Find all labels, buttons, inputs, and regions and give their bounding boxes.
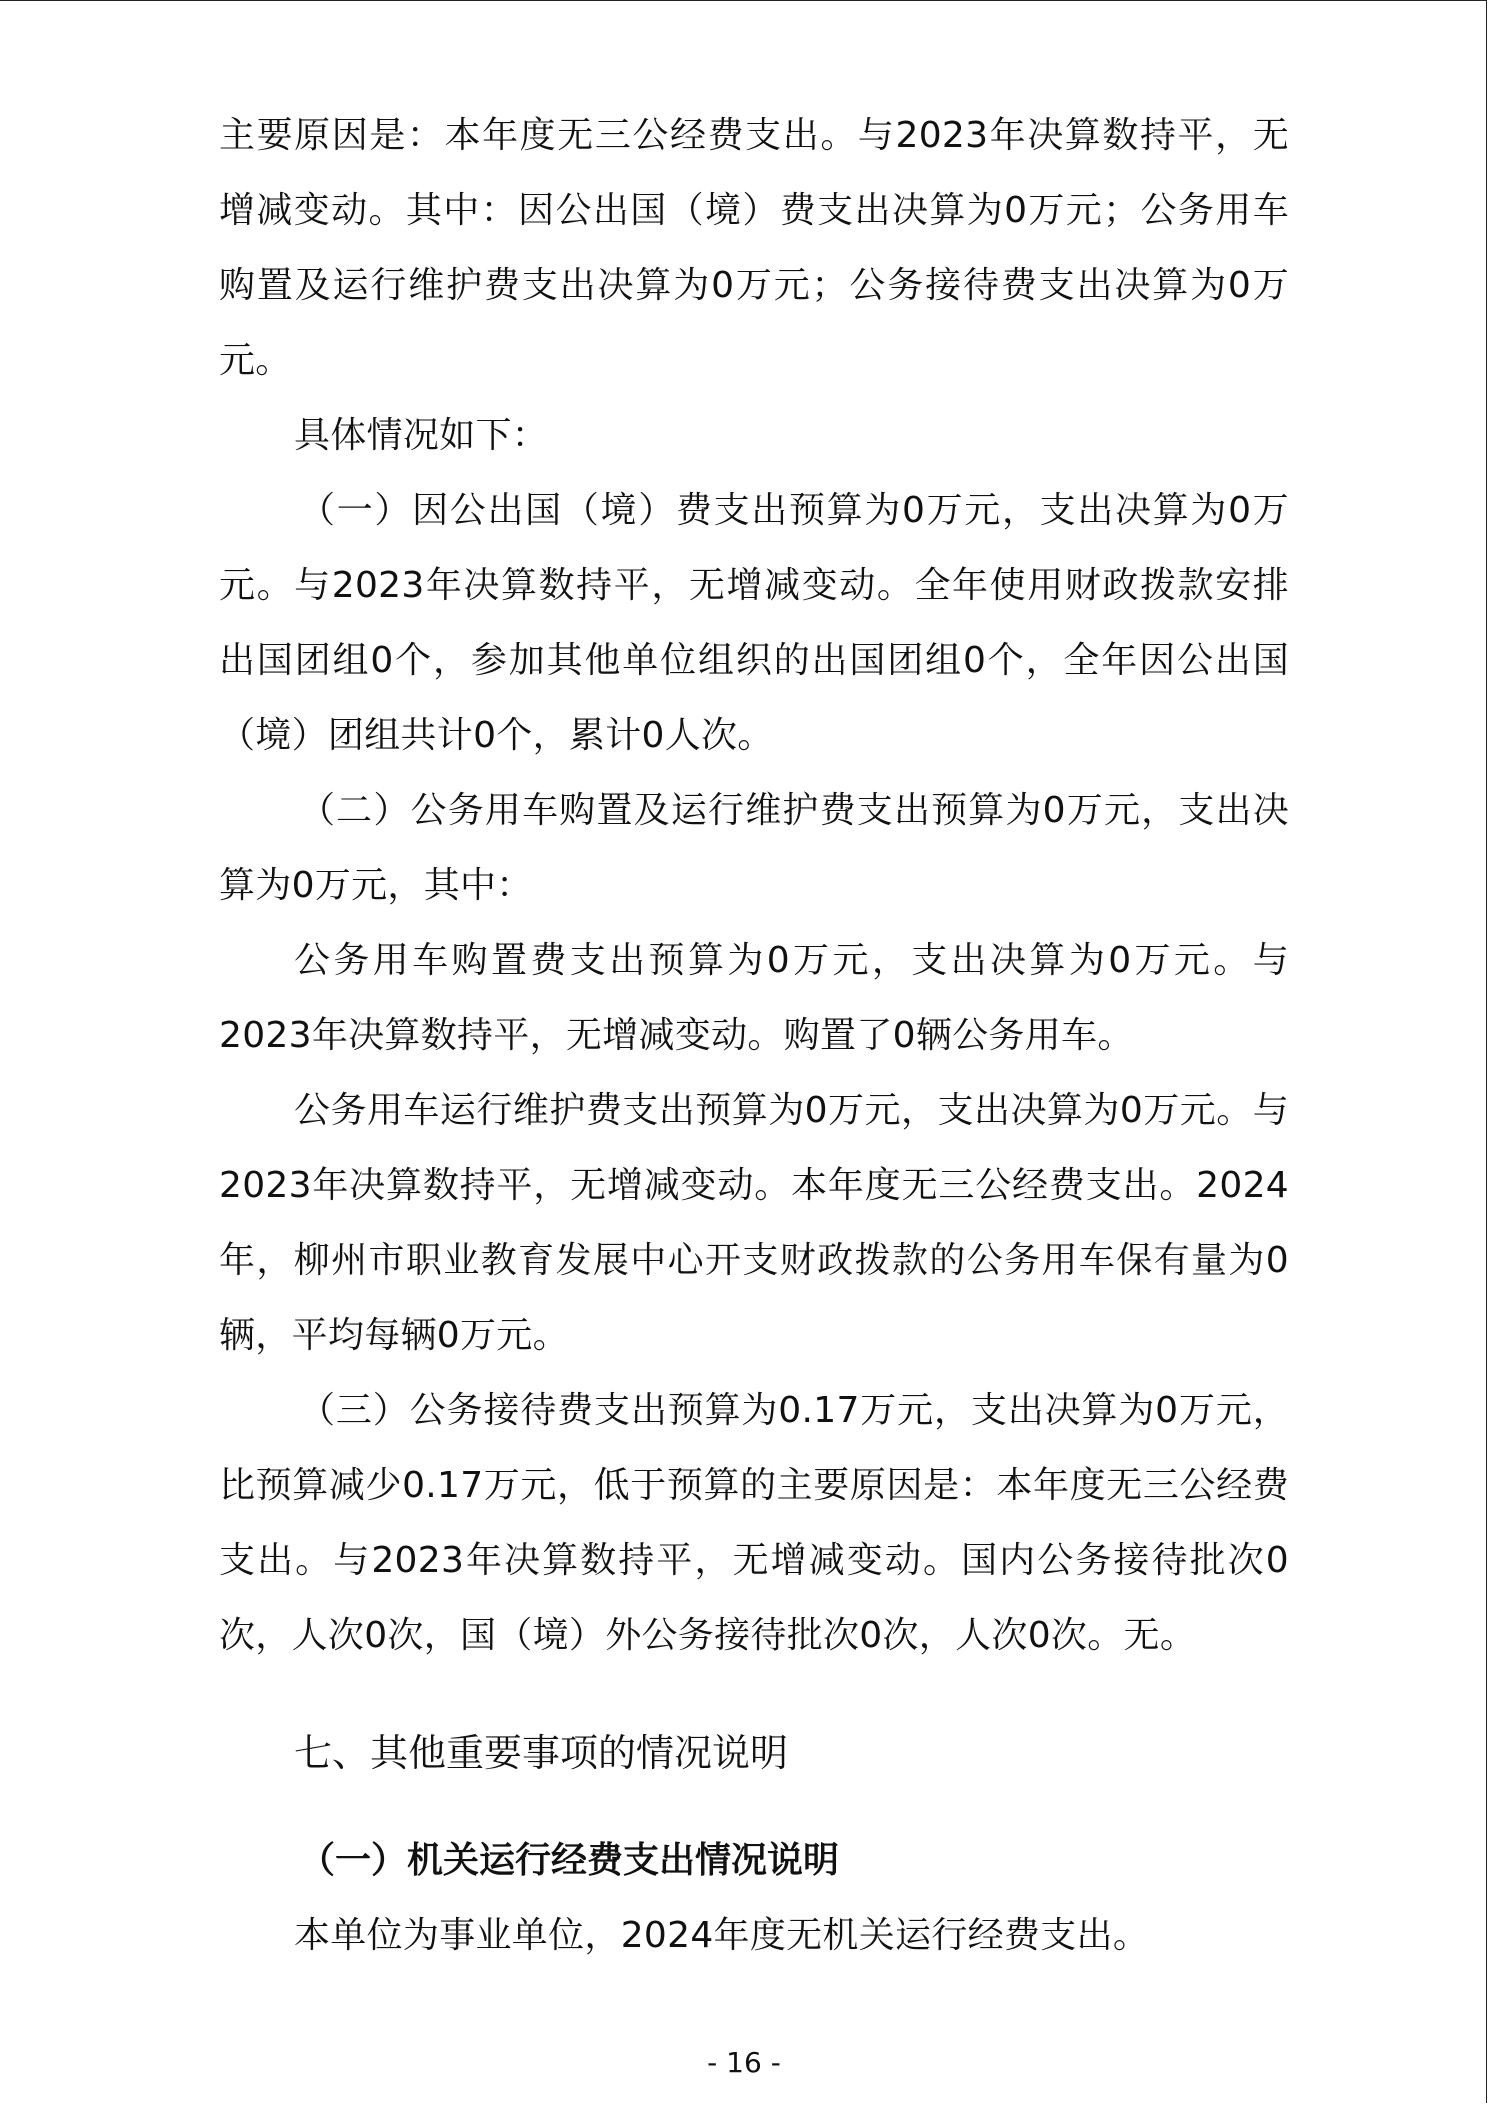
paragraph-vehicle-maintenance: 公务用车运行维护费支出预算为0万元，支出决算为0万元。与2023年决算数持平，无增减变动。本年度无三公经费支出。2024年，柳州市职业教育发展中心开支财政拨款的公务用车保有量为0辆，平均每辆0万元。	[219, 1090, 1289, 1356]
subsection-heading-operating-expenses: （一）机关运行经费支出情况说明	[299, 1840, 840, 1881]
paragraph-overseas-travel: （一）因公出国（境）费支出预算为0万元，支出决算为0万元。与2023年决算数持平，无增减变动。全年使用财政拨款安排出国团组0个，参加其他单位组织的出国团组0个，全年因公出国（境）团组共计0个，累计0人次。	[219, 490, 1289, 756]
page-content	[219, 98, 1289, 1973]
paragraph-reception: （三）公务接待费支出预算为0.17万元，支出决算为0万元，比预算减少0.17万元，低于预算的主要原因是：本年度无三公经费支出。与2023年决算数持平，无增减变动。国内公务接待批次0次，人次0次，国（境）外公务接待批次0次，人次0次。无。	[219, 1390, 1289, 1656]
paragraph-main-reason: 主要原因是：本年度无三公经费支出。与2023年决算数持平，无增减变动。其中：因公出国（境）费支出决算为0万元；公务用车购置及运行维护费支出决算为0万元；公务接待费支出决算为0万元。	[219, 115, 1289, 381]
paragraph-operating-expenses: 本单位为事业单位，2024年度无机关运行经费支出。	[294, 1915, 1150, 1956]
paragraph-vehicle-purchase: 公务用车购置费支出预算为0万元，支出决算为0万元。与2023年决算数持平，无增减变动。购置了0辆公务用车。	[219, 940, 1289, 1056]
paragraph-details-intro: 具体情况如下：	[294, 415, 549, 456]
page-number: - 16 -	[707, 2046, 781, 2079]
paragraph-vehicle-summary: （二）公务用车购置及运行维护费支出预算为0万元，支出决算为0万元，其中：	[219, 790, 1289, 906]
section-heading-other-matters: 七、其他重要事项的情况说明	[294, 1731, 789, 1775]
